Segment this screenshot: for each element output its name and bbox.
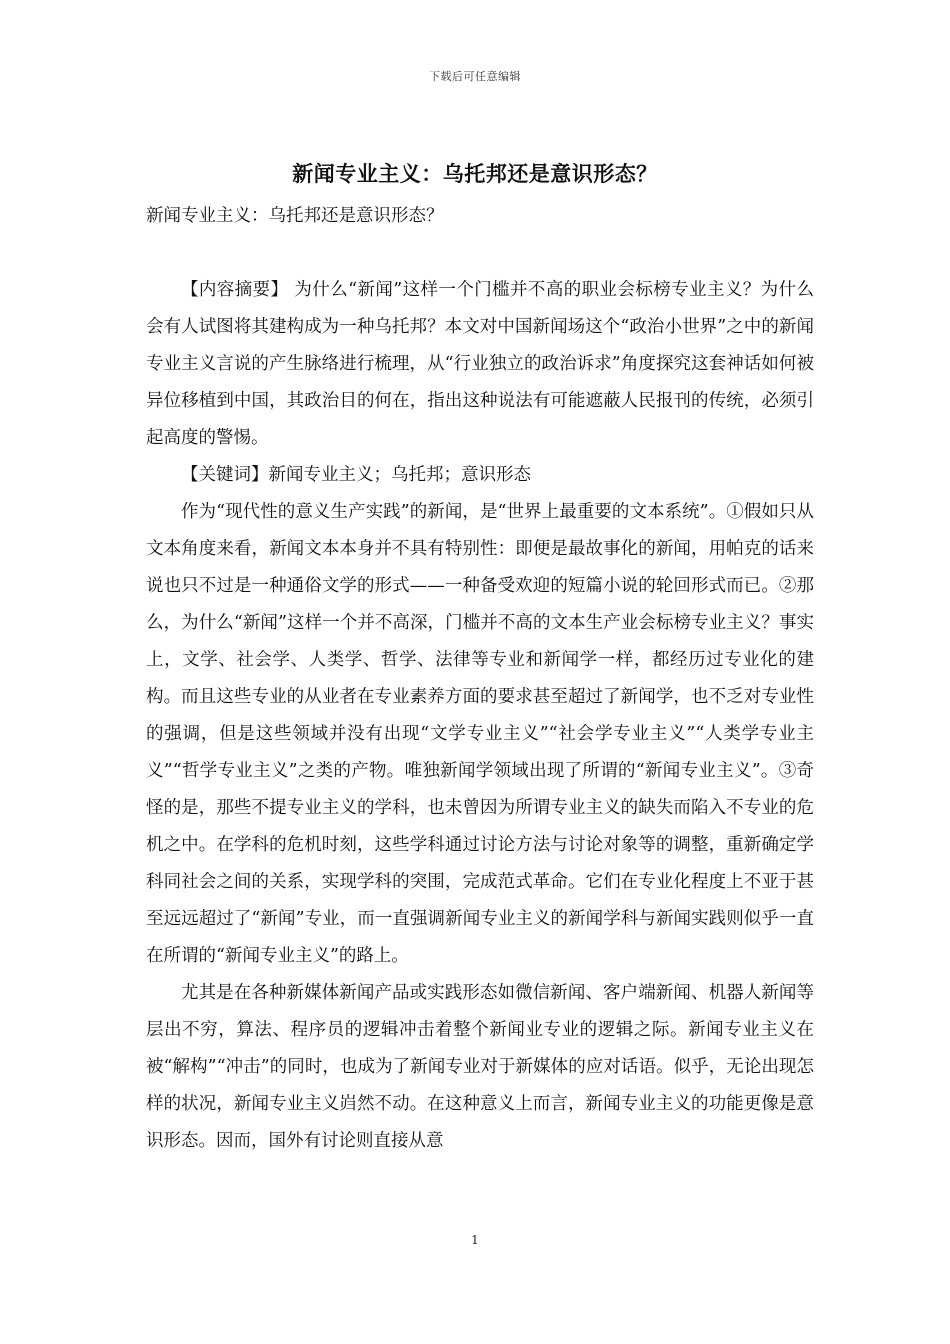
abstract-paragraph: 【内容摘要】 为什么“新闻”这样一个门槛并不高的职业会标榜专业主义？为什么会有人试图将其建构成为一种乌托邦？本文对中国新闻场这个“政治小世界”之中的新闻专业主义言说的产生脉络进行梳理，从“行业独立的政治诉求”角度探究这套神话如何被异位移植到中国，其政治目的何在，指出这种说法有可能遮蔽人民报刊的传统，必须引起高度的警惕。 bbox=[146, 280, 814, 448]
body-paragraph-1: 作为“现代性的意义生产实践”的新闻，是“世界上最重要的文本系统”。①假如只从文本角度来看，新闻文本本身并不具有特别性：即便是最故事化的新闻，用帕克的话来说也只不过是一种通俗文学的形式——一种备受欢迎的短篇小说的轮回形式而已。②那么，为什么“新闻”这样一个并不高深，门槛并不高的文本生产业会标榜专业主义？事实上，文学、社会学、人类学、哲学、法律等专业和新闻学一样，都经历过专业化的建构。而且这些专业的从业者在专业素养方面的要求甚至超过了新闻学，也不乏对专业性的强调，但是这些领域并没有出现“文学专业主义”“社会学专业主义”“人类学专业主义”“哲学专业主义”之类的产物。唯独新闻学领域出现了所谓的“新闻专业主义”。③奇怪的是，那些不提专业主义的学科，也未曾因为所谓专业主义的缺失而陷入不专业的危机之中。在学科的危机时刻，这些学科通过讨论方法与讨论对象等的调整，重新确定学科同社会之间的关系，实现学科的突围，完成范式革命。它们在专业化程度上不亚于甚至远远超过了“新闻”专业，而一直强调新闻专业主义的新闻学科与新闻实践则似乎一直在所谓的“新闻专业主义”的路上。 bbox=[146, 502, 814, 966]
header-note: 下载后可任意编辑 bbox=[429, 70, 521, 83]
page-number: 1 bbox=[471, 1233, 479, 1247]
document-body bbox=[146, 198, 814, 1160]
subtitle: 新闻专业主义：乌托邦还是意识形态？ bbox=[146, 206, 444, 226]
keywords-paragraph: 【关键词】新闻专业主义；乌托邦；意识形态 bbox=[181, 465, 531, 485]
blank-line bbox=[146, 235, 814, 272]
document-title: 新闻专业主义：乌托邦还是意识形态？ bbox=[292, 161, 658, 186]
body-paragraph-2: 尤其是在各种新媒体新闻产品或实践形态如微信新闻、客户端新闻、机器人新闻等层出不穷，算法、程序员的逻辑冲击着整个新闻业专业的逻辑之际。新闻专业主义在被“解构”“冲击”的同时，也成为了新闻专业对于新媒体的应对话语。似乎，无论出现怎样的状况，新闻专业主义岿然不动。在这种意义上而言，新闻专业主义的功能更像是意识形态。因而，国外有讨论则直接从意 bbox=[146, 983, 814, 1151]
